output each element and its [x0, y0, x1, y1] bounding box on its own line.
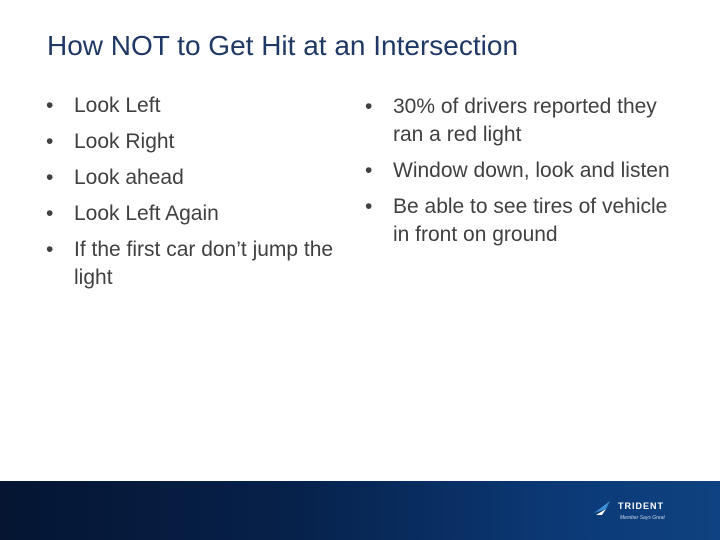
logo-tagline: Member Says Great [620, 515, 665, 521]
bullet-text: Window down, look and listen [393, 159, 670, 182]
bullet-icon: • [365, 95, 373, 118]
slide-title: How NOT to Get Hit at an Intersection [47, 30, 519, 61]
list-item [46, 200, 346, 228]
logo-name: TRIDENT [618, 501, 664, 511]
bullet-text: Look Right [74, 130, 175, 153]
list-item [46, 92, 346, 120]
list-item [46, 236, 346, 292]
bullet-icon: • [46, 94, 54, 117]
bullet-text: If the first car don’t jump the light [74, 238, 334, 289]
list-item [46, 128, 346, 156]
list-item [46, 164, 346, 192]
bullet-text: Look Left Again [74, 202, 219, 225]
bullet-text: Look ahead [74, 166, 184, 189]
bullet-icon: • [46, 238, 54, 261]
right-bullet-list [365, 93, 675, 257]
trident-logo [592, 495, 682, 525]
bullet-icon: • [46, 166, 54, 189]
list-item [365, 157, 675, 185]
bullet-text: 30% of drivers reported they ran a red light [393, 95, 657, 146]
trident-logo-icon [592, 495, 616, 519]
bullet-icon: • [46, 202, 54, 225]
bullet-text: Be able to see tires of vehicle in front on ground [393, 195, 668, 246]
bullet-text: Look Left [74, 94, 161, 117]
bullet-icon: • [365, 195, 373, 218]
bullet-icon: • [365, 159, 373, 182]
list-item [365, 93, 675, 149]
list-item [365, 193, 675, 249]
bullet-icon: • [46, 130, 54, 153]
left-bullet-list [46, 92, 346, 300]
